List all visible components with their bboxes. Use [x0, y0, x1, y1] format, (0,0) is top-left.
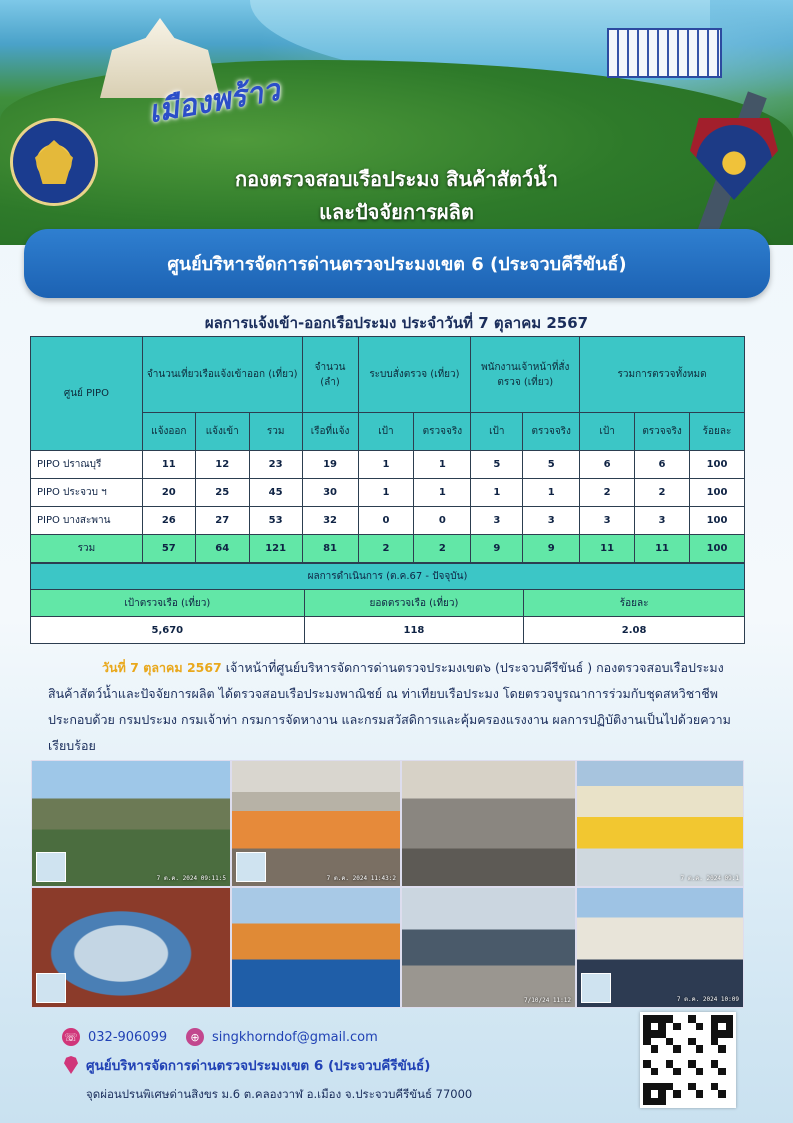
summary-val-actual: 118 — [304, 617, 524, 644]
col-header-total: รวมการตรวจทั้งหมด — [580, 337, 745, 413]
sub-header-sys-actual: ตรวจจริง — [414, 413, 471, 451]
cell-tot-actual: 6 — [635, 451, 690, 479]
center-title: ศูนย์บริหารจัดการด่านตรวจประมงเขต 6 (ประจวบคีรีขันธ์) — [167, 254, 627, 275]
total-tot-target: 11 — [580, 535, 635, 563]
sub-header-tot-target: เป้า — [580, 413, 635, 451]
script-overlay-text: เมืองพร้าว — [145, 72, 283, 131]
table-row — [31, 479, 745, 507]
cell-off-target: 5 — [471, 451, 523, 479]
cell-sys-actual: 1 — [414, 451, 471, 479]
photo-officer-on-boat — [231, 887, 401, 1008]
summary-val-target: 5,670 — [31, 617, 305, 644]
cell-sys-target: 0 — [358, 507, 414, 535]
address-title: ศูนย์บริหารจัดการด่านตรวจประมงเขต 6 (ประจวบคีรีขันธ์) — [86, 1058, 431, 1074]
cell-in: 25 — [195, 479, 249, 507]
col-header-vessels: จำนวน (ลำ) — [302, 337, 358, 413]
center-title-bar — [24, 229, 770, 298]
cell-tot-actual: 2 — [635, 479, 690, 507]
summary-col-target: เป้าตรวจเรือ (เที่ยว) — [31, 590, 305, 617]
photo-timestamp: 7 ต.ค. 2024 11:43:2 — [326, 875, 396, 882]
building-photo-area — [607, 28, 722, 78]
map-thumbnail-icon — [236, 852, 266, 882]
total-sys-target: 2 — [358, 535, 414, 563]
cell-percent: 100 — [690, 451, 745, 479]
email-contact[interactable] — [186, 1028, 378, 1046]
photo-timestamp: 7 ต.ค. 2024 09:1 — [680, 875, 739, 882]
map-thumbnail-icon — [36, 973, 66, 1003]
total-sys-actual: 2 — [414, 535, 471, 563]
cell-off-actual: 1 — [523, 479, 580, 507]
col-header-officer: พนักงานเจ้าหน้าที่สั่งตรวจ (เที่ยว) — [471, 337, 580, 413]
summary-header: ผลการดำเนินการ (ต.ค.67 - ปัจจุบัน) — [31, 564, 745, 590]
cell-vessels: 30 — [302, 479, 358, 507]
cell-off-actual: 3 — [523, 507, 580, 535]
photo-timestamp: 7/10/24 11:12 — [524, 997, 571, 1004]
map-thumbnail-icon — [581, 973, 611, 1003]
header-banner — [0, 0, 793, 245]
row-name: PIPO ประจวบ ฯ — [31, 479, 143, 507]
total-off-actual: 9 — [523, 535, 580, 563]
cell-sys-target: 1 — [358, 451, 414, 479]
cell-sum: 53 — [249, 507, 302, 535]
phone-icon: ☏ — [62, 1028, 80, 1046]
photo-document-review — [576, 887, 744, 1008]
total-percent: 100 — [690, 535, 745, 563]
total-off-target: 9 — [471, 535, 523, 563]
dept-title-line1: กองตรวจสอบเรือประมง สินค้าสัตว์น้ำ — [235, 167, 558, 191]
cell-tot-target: 3 — [580, 507, 635, 535]
sub-header-percent: ร้อยละ — [690, 413, 745, 451]
row-name: PIPO บางสะพาน — [31, 507, 143, 535]
cell-off-actual: 5 — [523, 451, 580, 479]
cell-out: 26 — [142, 507, 195, 535]
total-label: รวม — [31, 535, 143, 563]
sub-header-sys-target: เป้า — [358, 413, 414, 451]
col-header-center: ศูนย์ PIPO — [31, 337, 143, 451]
photo-vehicle-check — [401, 887, 576, 1008]
cell-vessels: 32 — [302, 507, 358, 535]
cell-off-target: 1 — [471, 479, 523, 507]
table-total-row — [31, 535, 745, 563]
summary-col-actual: ยอดตรวจเรือ (เที่ยว) — [304, 590, 524, 617]
sub-header-out: แจ้งออก — [142, 413, 195, 451]
phone-number: 032-906099 — [88, 1029, 168, 1045]
report-date-highlight: วันที่ 7 ตุลาคม 2567 — [102, 660, 222, 675]
photo-officer-documents — [576, 760, 744, 887]
total-tot-actual: 11 — [635, 535, 690, 563]
col-header-trips: จำนวนเที่ยวเรือแจ้งเข้าออก (เที่ยว) — [142, 337, 302, 413]
phone-contact[interactable] — [62, 1028, 167, 1046]
location-pin-icon — [64, 1056, 78, 1074]
total-out: 57 — [142, 535, 195, 563]
summary-table — [30, 563, 745, 644]
photo-fish-baskets — [31, 887, 231, 1008]
dept-title-line2: และปัจจัยการผลิต — [319, 200, 474, 224]
summary-col-percent: ร้อยละ — [524, 590, 745, 617]
address-line: จุดผ่อนปรนพิเศษด่านสิงขร ม.6 ต.คลองวาฬ อ.เมือง จ.ประจวบคีรีขันธ์ 77000 — [86, 1087, 473, 1101]
cell-percent: 100 — [690, 507, 745, 535]
pipo-stats-table — [30, 336, 745, 563]
sub-header-off-actual: ตรวจจริง — [523, 413, 580, 451]
table-row — [31, 451, 745, 479]
total-vessels: 81 — [302, 535, 358, 563]
row-name: PIPO ปราณบุรี — [31, 451, 143, 479]
map-thumbnail-icon — [36, 852, 66, 882]
sub-header-off-target: เป้า — [471, 413, 523, 451]
sub-header-in: แจ้งเข้า — [195, 413, 249, 451]
total-sum: 121 — [249, 535, 302, 563]
cell-tot-target: 2 — [580, 479, 635, 507]
total-in: 64 — [195, 535, 249, 563]
address-title-row — [64, 1054, 430, 1076]
photo-timestamp: 7 ต.ค. 2024 09:11:5 — [156, 875, 226, 882]
photo-pier-inspection — [401, 760, 576, 887]
sub-header-sum: รวม — [249, 413, 302, 451]
photo-crew-life-jackets — [231, 760, 401, 887]
cell-in: 12 — [195, 451, 249, 479]
cell-out: 20 — [142, 479, 195, 507]
cell-sys-actual: 1 — [414, 479, 471, 507]
cell-in: 27 — [195, 507, 249, 535]
qr-code[interactable] — [640, 1012, 736, 1108]
photo-grid — [31, 760, 744, 1008]
cell-sum: 45 — [249, 479, 302, 507]
globe-icon: ⊕ — [186, 1028, 204, 1046]
col-header-system: ระบบสั่งตรวจ (เที่ยว) — [358, 337, 471, 413]
cell-vessels: 19 — [302, 451, 358, 479]
cell-tot-actual: 3 — [635, 507, 690, 535]
cell-sum: 23 — [249, 451, 302, 479]
photo-fishing-boat-hull — [31, 760, 231, 887]
cell-tot-target: 6 — [580, 451, 635, 479]
cell-percent: 100 — [690, 479, 745, 507]
sub-header-vessels: เรือที่แจ้ง — [302, 413, 358, 451]
cell-sys-actual: 0 — [414, 507, 471, 535]
email-address: singkhorndof@gmail.com — [212, 1029, 378, 1045]
report-paragraph — [48, 655, 748, 759]
summary-val-percent: 2.08 — [524, 617, 745, 644]
report-body-text: เจ้าหน้าที่ศูนย์บริหารจัดการด่านตรวจประมงเขต๖ (ประจวบคีรีขันธ์ ) กองตรวจสอบเรือประมง สินค้าสัตว์น้ำและปัจจัยการผลิต ได้ตรวจสอบเรือประมงพาณิชย์ ณ ท่าเทียบเรือประมง โดยตรวจบูรณาการร่วมกับชุดสหวิชาชีพ ประกอบด้วย กรมประมง กรมเจ้าท่า กรมการจัดหางาน และกรมสวัสดิการและคุ้มครองแรงงาน ผลการปฏิบัติงานเป็นไปด้วยความเรียบร้อย — [48, 660, 731, 753]
sub-header-tot-actual: ตรวจจริง — [635, 413, 690, 451]
cell-off-target: 3 — [471, 507, 523, 535]
report-title: ผลการแจ้งเข้า-ออกเรือประมง ประจำวันที่ 7 ตุลาคม 2567 — [204, 314, 589, 332]
cell-out: 11 — [142, 451, 195, 479]
table-row — [31, 507, 745, 535]
cell-sys-target: 1 — [358, 479, 414, 507]
photo-timestamp: 7 ต.ค. 2024 10:09 — [676, 996, 739, 1003]
